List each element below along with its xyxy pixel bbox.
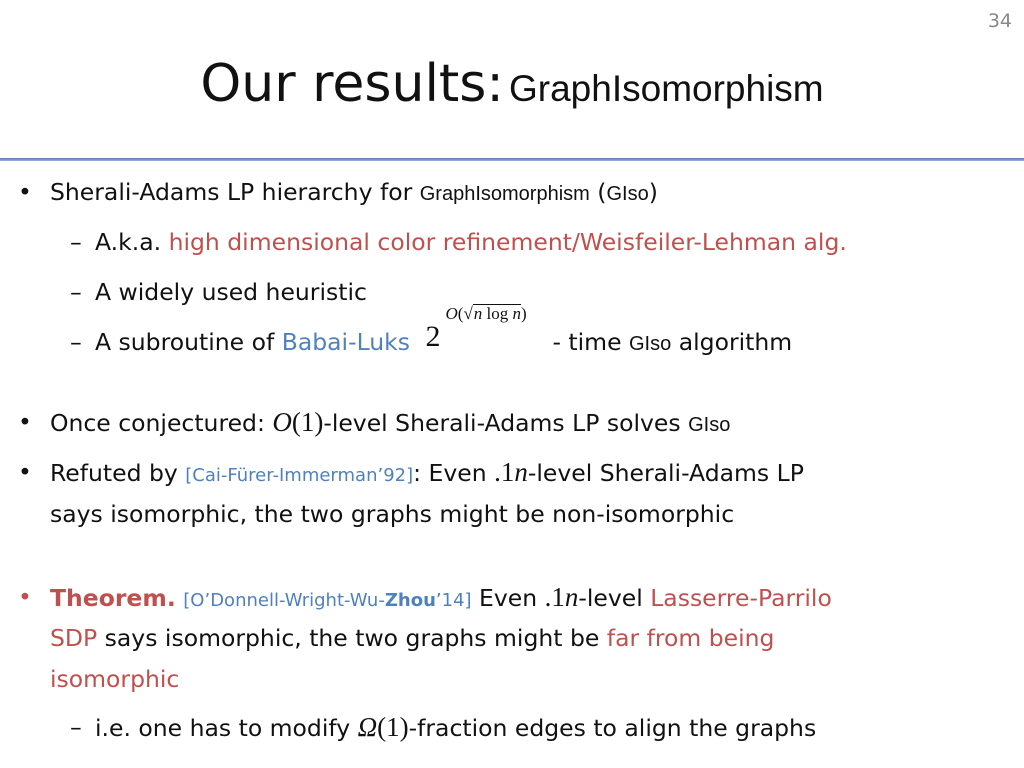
bullet-text: Once conjectured: <box>50 409 273 437</box>
citation-part: ’14] <box>435 590 472 611</box>
highlight-far-from-being: far from being <box>606 624 775 652</box>
bullet-refuted-line2: says isomorphic, the two graphs might be non-isomorphic <box>50 500 735 528</box>
bullet-dot: • <box>18 408 32 436</box>
bullet-refuted <box>50 450 804 498</box>
sub-bullet-dash: – <box>70 228 82 256</box>
bullet-text: Even <box>471 584 545 612</box>
math-symbol: (1) <box>377 712 409 742</box>
term-giso: GIso <box>606 183 649 205</box>
bullet-text: -level <box>578 584 651 612</box>
highlight-sdp: SDP <box>50 624 98 652</box>
math-big-o-1 <box>272 407 323 437</box>
bullet-dot: • <box>18 458 32 486</box>
math-symbol: n <box>512 304 522 323</box>
term-giso: GIso <box>629 333 672 355</box>
math-symbol: n <box>514 457 528 487</box>
sub-bullet-text: A subroutine of <box>95 328 282 356</box>
title-sub: GraphIsomorphism <box>509 68 824 109</box>
title-main: Our results: <box>200 54 504 114</box>
math-symbol: .1 <box>544 582 565 612</box>
title-divider <box>0 158 1024 161</box>
math-symbol: O <box>272 407 292 437</box>
term-graphisomorphism: GraphIsomorphism <box>419 183 590 205</box>
sub-bullet-aka <box>95 220 847 265</box>
math-symbol: Ω <box>357 712 378 742</box>
bullet-text: : Even <box>413 459 495 487</box>
paren: ( <box>589 178 607 206</box>
math-base: 2 <box>425 320 441 353</box>
math-sqrt <box>473 304 521 322</box>
sub-bullet-text: algorithm <box>671 328 793 356</box>
bullet-text: -level Sherali-Adams LP solves <box>323 409 689 437</box>
math-omega-1 <box>358 712 409 742</box>
highlight-weisfeiler-lehman: high dimensional color refinement/Weisfeiler-Lehman alg. <box>168 228 847 256</box>
math-symbol: ( <box>457 304 464 323</box>
sub-bullet-dash: – <box>70 328 82 356</box>
sub-bullet-dash: – <box>70 278 82 306</box>
bullet-theorem-line2 <box>50 616 774 661</box>
sub-bullet-heuristic: A widely used heuristic <box>95 278 367 306</box>
math-symbol: n <box>473 304 483 323</box>
ref-babai-luks: Babai-Luks <box>281 328 410 356</box>
bullet-sherali-adams <box>50 170 658 217</box>
math-point-one-n <box>494 457 528 487</box>
sub-bullet-text: -fraction edges to align the graphs <box>408 714 817 742</box>
math-point-one-n <box>545 582 579 612</box>
math-symbol: ) <box>521 304 527 323</box>
slide-number: 34 <box>987 10 1012 32</box>
sub-bullet-text: - time <box>552 328 629 356</box>
sub-bullet-subroutine <box>95 304 793 367</box>
term-giso: GIso <box>688 414 731 436</box>
math-symbol: log <box>486 304 509 323</box>
sub-bullet-text: i.e. one has to modify <box>95 714 358 742</box>
math-symbol: n <box>564 582 579 612</box>
bullet-conjectured <box>50 400 730 448</box>
citation-cai-furer-immerman: [Cai-Fürer-Immerman’92] <box>185 465 414 486</box>
bullet-text: Sherali-Adams LP hierarchy for <box>50 178 420 206</box>
math-exponent: O(√n log n) <box>445 304 527 323</box>
math-symbol: .1 <box>494 457 515 487</box>
sub-bullet-omega-fraction <box>95 705 816 751</box>
paren: ) <box>648 178 658 206</box>
bullet-text: says isomorphic, the two graphs might be <box>97 624 607 652</box>
math-symbol: (1) <box>291 407 324 437</box>
slide-title <box>0 54 1024 114</box>
bullet-dot: • <box>18 583 32 611</box>
bullet-theorem-line3: isomorphic <box>50 665 180 693</box>
bullet-text: Refuted by <box>50 459 186 487</box>
citation-part: [O’Donnell-Wright-Wu- <box>183 590 385 611</box>
theorem-label: Theorem. <box>50 584 176 612</box>
bullet-text: -level Sherali-Adams LP <box>527 459 804 487</box>
math-exponential-time <box>417 304 552 353</box>
citation-odonnell-wright-wu-zhou <box>183 590 471 611</box>
highlight-lasserre-parrilo: Lasserre-Parrilo <box>650 584 832 612</box>
citation-author-highlight: Zhou <box>384 590 436 611</box>
sub-bullet-dash: – <box>70 713 82 741</box>
bullet-dot: • <box>18 178 32 206</box>
sub-bullet-text: A.k.a. <box>95 228 169 256</box>
math-symbol: O <box>445 304 458 323</box>
